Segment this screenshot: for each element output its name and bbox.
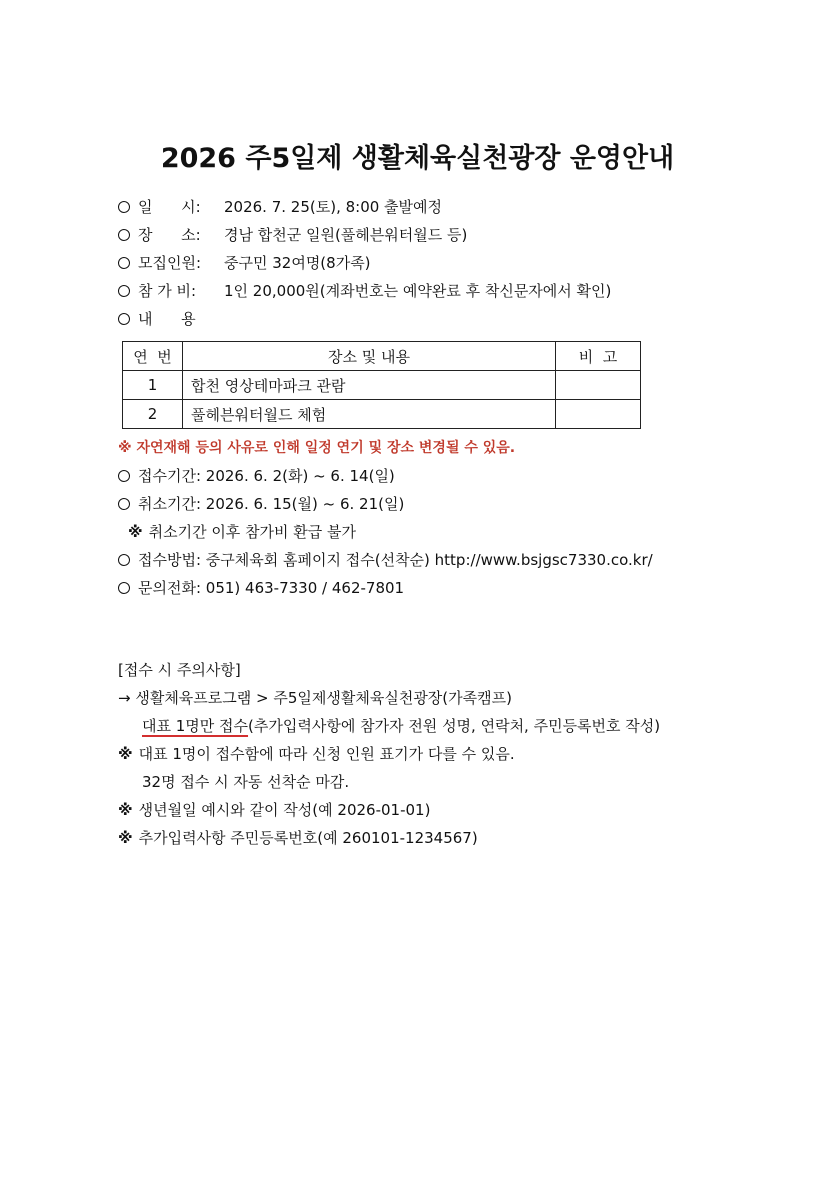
circle-bullet-icon xyxy=(118,498,130,510)
caution-path: → 생활체육프로그램 > 주5일제생활체육실천광장(가족캠프) xyxy=(118,689,512,707)
caution-representative xyxy=(142,715,660,736)
header-note: 비 고 xyxy=(556,342,641,371)
period-apply-label: 접수기간: xyxy=(138,467,202,485)
row-content: 풀헤븐워터월드 체험 xyxy=(183,400,556,429)
info-recruit-value: 중구민 32여명(8가족) xyxy=(224,254,371,272)
info-place-label: 장 소: xyxy=(138,226,201,244)
apply-method-label: 접수방법: xyxy=(138,551,202,569)
info-place-value: 경남 합천군 일원(풀헤븐워터월드 등) xyxy=(224,226,468,244)
circle-bullet-icon xyxy=(118,470,130,482)
info-fee-label: 참 가 비: xyxy=(138,282,197,300)
table-row xyxy=(123,400,641,429)
contact-value: 051) 463-7330 / 462-7801 xyxy=(205,579,405,597)
circle-bullet-icon xyxy=(118,554,130,566)
disaster-notice: ※ 자연재해 등의 사유로 인해 일정 연기 및 장소 변경될 수 있음. xyxy=(118,440,516,456)
info-recruit xyxy=(118,252,371,273)
row-no: 2 xyxy=(123,400,183,429)
representative-emphasis: 대표 1명만 접수 xyxy=(142,717,249,735)
reference-mark-icon: ※ xyxy=(128,523,143,541)
period-cancel-label: 취소기간: xyxy=(138,495,202,513)
caution-note-3 xyxy=(118,827,478,848)
period-cancel-value: 2026. 6. 15(월) ~ 6. 21(일) xyxy=(205,495,405,513)
info-content xyxy=(118,308,224,329)
info-date-value: 2026. 7. 25(토), 8:00 출발예정 xyxy=(224,198,443,216)
contact-phone xyxy=(118,577,404,598)
info-date xyxy=(118,196,442,217)
row-content: 합천 영상테마파크 관람 xyxy=(183,371,556,400)
table-header-row xyxy=(123,342,641,371)
row-note xyxy=(556,371,641,400)
circle-bullet-icon xyxy=(118,257,130,269)
circle-bullet-icon xyxy=(118,285,130,297)
caution-heading: [접수 시 주의사항] xyxy=(118,661,241,679)
schedule-table xyxy=(122,341,641,429)
cancel-note-text: 취소기간 이후 참가비 환급 불가 xyxy=(148,523,357,541)
reference-mark-icon: ※ xyxy=(118,801,133,819)
circle-bullet-icon xyxy=(118,582,130,594)
period-cancel xyxy=(118,493,404,514)
header-no: 연 번 xyxy=(123,342,183,371)
circle-bullet-icon xyxy=(118,201,130,213)
reference-mark-icon: ※ xyxy=(118,745,133,763)
info-place xyxy=(118,224,467,245)
caution-note-3-text: 추가입력사항 주민등록번호(예 260101-1234567) xyxy=(138,829,478,847)
caution-note-2-text: 생년월일 예시와 같이 작성(예 2026-01-01) xyxy=(138,801,431,819)
info-fee xyxy=(118,280,611,301)
reference-mark-icon: ※ xyxy=(118,829,133,847)
info-content-label: 내 용 xyxy=(138,310,196,328)
cancel-note xyxy=(128,521,356,542)
representative-detail: (추가입력사항에 참가자 전원 성명, 연락처, 주민등록번호 작성) xyxy=(248,717,661,735)
info-recruit-label: 모집인원: xyxy=(138,254,202,272)
apply-method xyxy=(118,549,653,570)
caution-note-1 xyxy=(118,743,515,764)
contact-label: 문의전화: xyxy=(138,579,202,597)
caution-note-2 xyxy=(118,799,430,820)
apply-method-value: 중구체육회 홈페이지 접수(선착순) http://www.bsjgsc7330.co.kr/ xyxy=(205,551,653,569)
table-row xyxy=(123,371,641,400)
page-title: 2026 주5일제 생활체육실천광장 운영안내 xyxy=(160,143,675,174)
info-fee-value: 1인 20,000원(계좌번호는 예약완료 후 착신문자에서 확인) xyxy=(224,282,612,300)
caution-note-1b: 32명 접수 시 자동 선착순 마감. xyxy=(142,773,350,791)
row-note xyxy=(556,400,641,429)
period-apply xyxy=(118,465,395,486)
info-date-label: 일 시: xyxy=(138,198,201,216)
period-apply-value: 2026. 6. 2(화) ~ 6. 14(일) xyxy=(205,467,395,485)
header-content: 장소 및 내용 xyxy=(183,342,556,371)
circle-bullet-icon xyxy=(118,313,130,325)
caution-note-1-text: 대표 1명이 접수함에 따라 신청 인원 표기가 다를 수 있음. xyxy=(138,745,515,763)
circle-bullet-icon xyxy=(118,229,130,241)
row-no: 1 xyxy=(123,371,183,400)
